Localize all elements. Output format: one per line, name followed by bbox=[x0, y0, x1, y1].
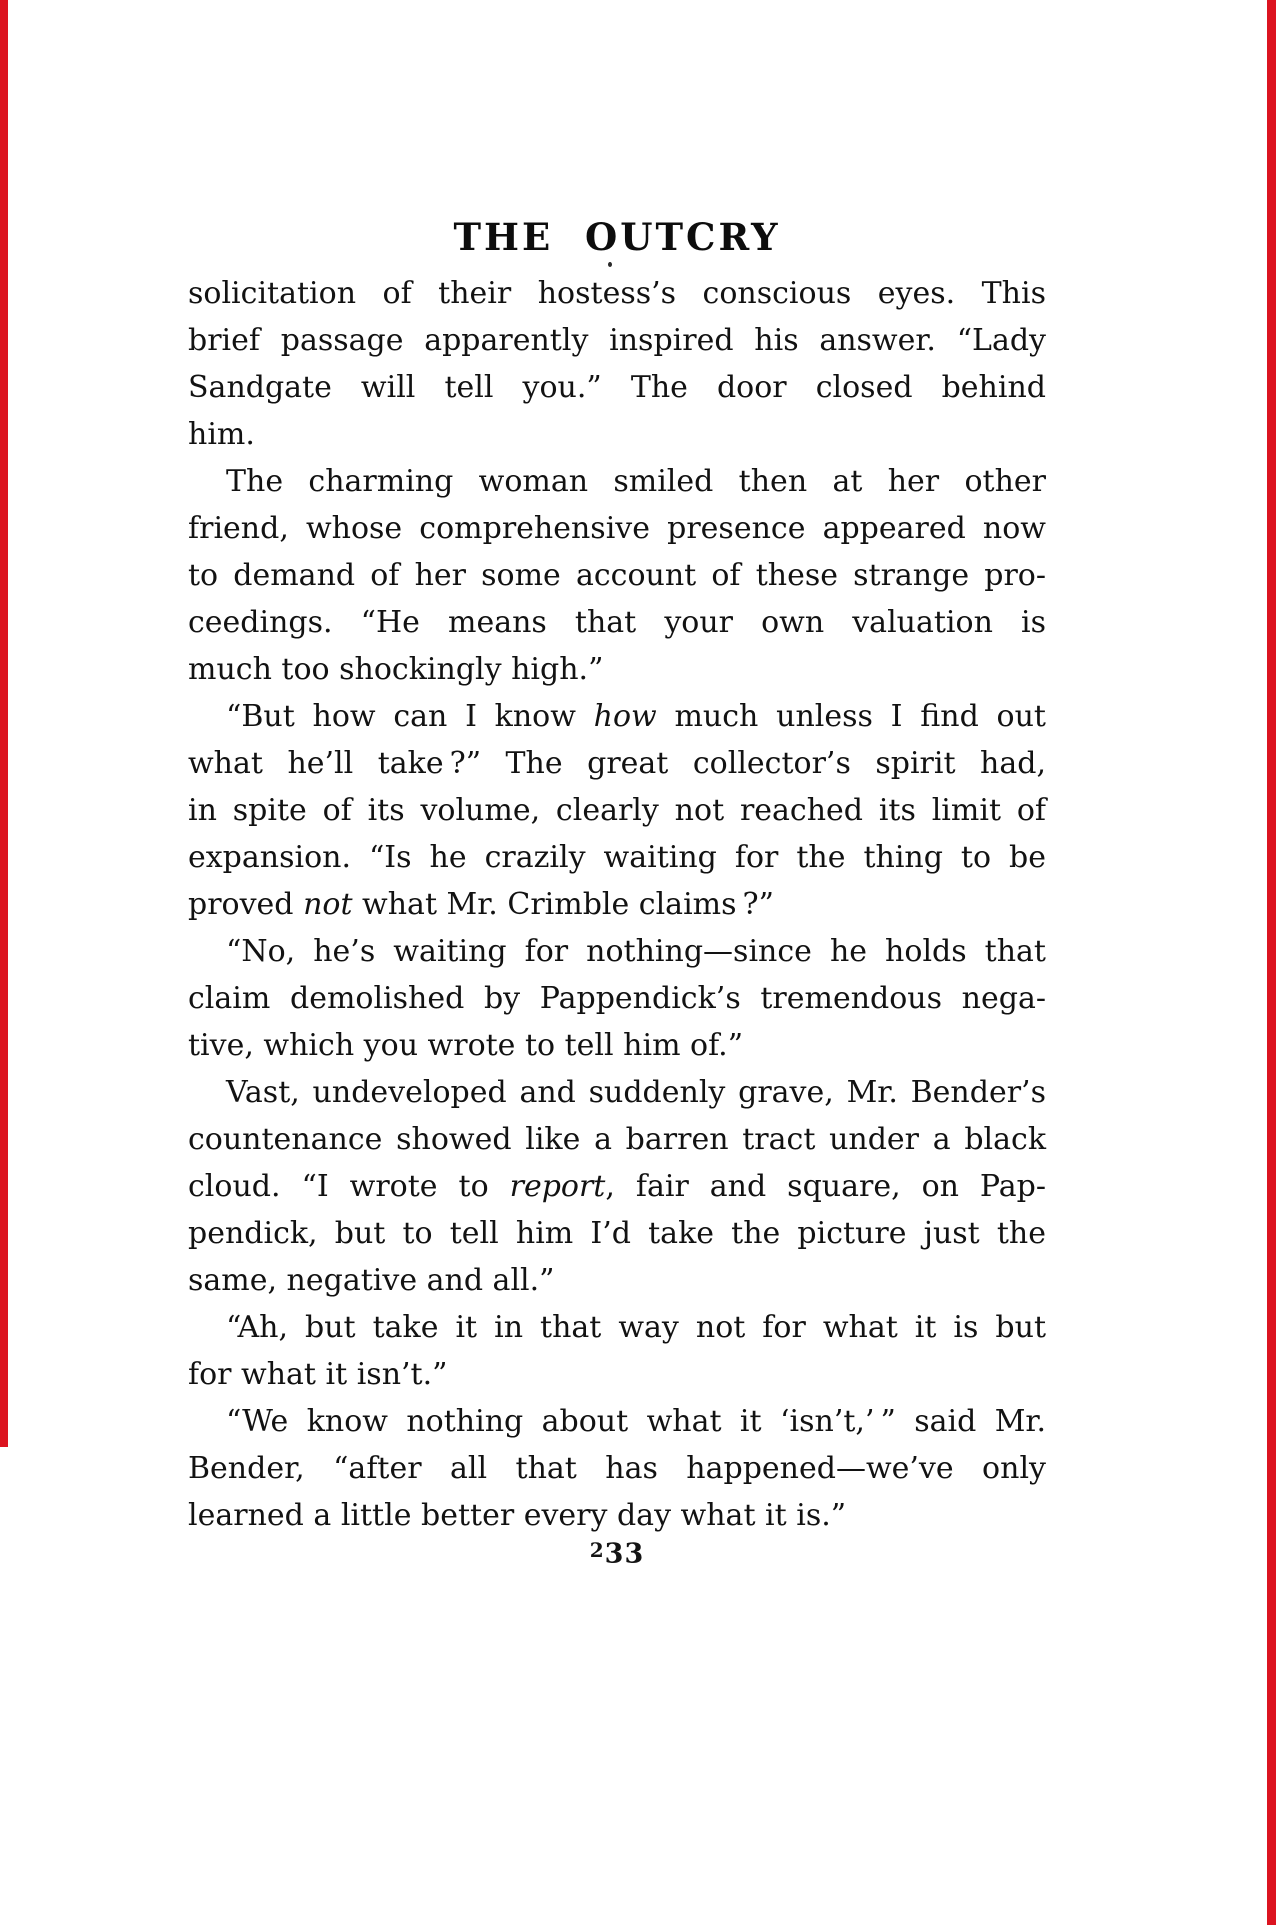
text-line: “We know nothing about what it ‘isn’t,’ ” said Mr. bbox=[226, 1404, 1046, 1439]
text-line: Bender, “after all that has happened—we’ve only bbox=[188, 1451, 1046, 1486]
text-line: “But how can I know how much unless I find out bbox=[226, 699, 1046, 734]
page-number-rest: 33 bbox=[604, 1538, 645, 1570]
text-line: to demand of her some account of these strange pro- bbox=[188, 558, 1046, 593]
text-line: him. bbox=[188, 417, 255, 452]
running-header-title: THE OUTCRY bbox=[453, 215, 781, 259]
text-line: same, negative and all.” bbox=[188, 1263, 555, 1298]
text-line: tive, which you wrote to tell him of.” bbox=[188, 1028, 744, 1063]
text-line: proved not what Mr. Crimble claims ?” bbox=[188, 887, 774, 922]
italic-word: how bbox=[593, 699, 657, 734]
text-line: cloud. “I wrote to report, fair and square, on Pap- bbox=[188, 1169, 1046, 1204]
italic-word: report bbox=[509, 1169, 606, 1204]
text-line: what he’ll take ?” The great collector’s spirit had, bbox=[188, 746, 1046, 781]
left-red-page-edge bbox=[0, 0, 8, 1447]
italic-word: not bbox=[303, 887, 353, 922]
text-line: for what it isn’t.” bbox=[188, 1357, 448, 1392]
text-line: learned a little better every day what it is.” bbox=[188, 1498, 847, 1533]
text-line: Sandgate will tell you.” The door closed behind bbox=[188, 370, 1046, 405]
text-line: The charming woman smiled then at her other bbox=[226, 464, 1046, 499]
text-line: much too shockingly high.” bbox=[188, 652, 604, 687]
text-line: solicitation of their hostess’s conscious eyes. This bbox=[188, 276, 1046, 311]
text-line: in spite of its volume, clearly not reached its limit of bbox=[188, 793, 1046, 828]
body-text-block bbox=[188, 270, 1046, 1539]
text-line: friend, whose comprehensive presence appeared now bbox=[188, 511, 1046, 546]
ink-speck bbox=[608, 262, 612, 267]
text-line: brief passage apparently inspired his answer. “Lady bbox=[188, 323, 1046, 358]
text-line: “No, he’s waiting for nothing—since he holds that bbox=[226, 934, 1046, 969]
text-line: ceedings. “He means that your own valuation is bbox=[188, 605, 1046, 640]
text-line: expansion. “Is he crazily waiting for the thing to be bbox=[188, 840, 1046, 875]
right-red-page-edge bbox=[1267, 0, 1276, 1925]
page-number bbox=[188, 1538, 1046, 1570]
page-number-first-digit: 2 bbox=[589, 1538, 605, 1562]
text-line: “Ah, but take it in that way not for what it is but bbox=[226, 1310, 1046, 1345]
text-line: claim demolished by Pappendick’s tremendous nega- bbox=[188, 981, 1046, 1016]
text-line: pendick, but to tell him I’d take the picture just the bbox=[188, 1216, 1046, 1251]
text-line: Vast, undeveloped and suddenly grave, Mr. Bender’s bbox=[226, 1075, 1046, 1110]
text-line: countenance showed like a barren tract under a black bbox=[188, 1122, 1046, 1157]
